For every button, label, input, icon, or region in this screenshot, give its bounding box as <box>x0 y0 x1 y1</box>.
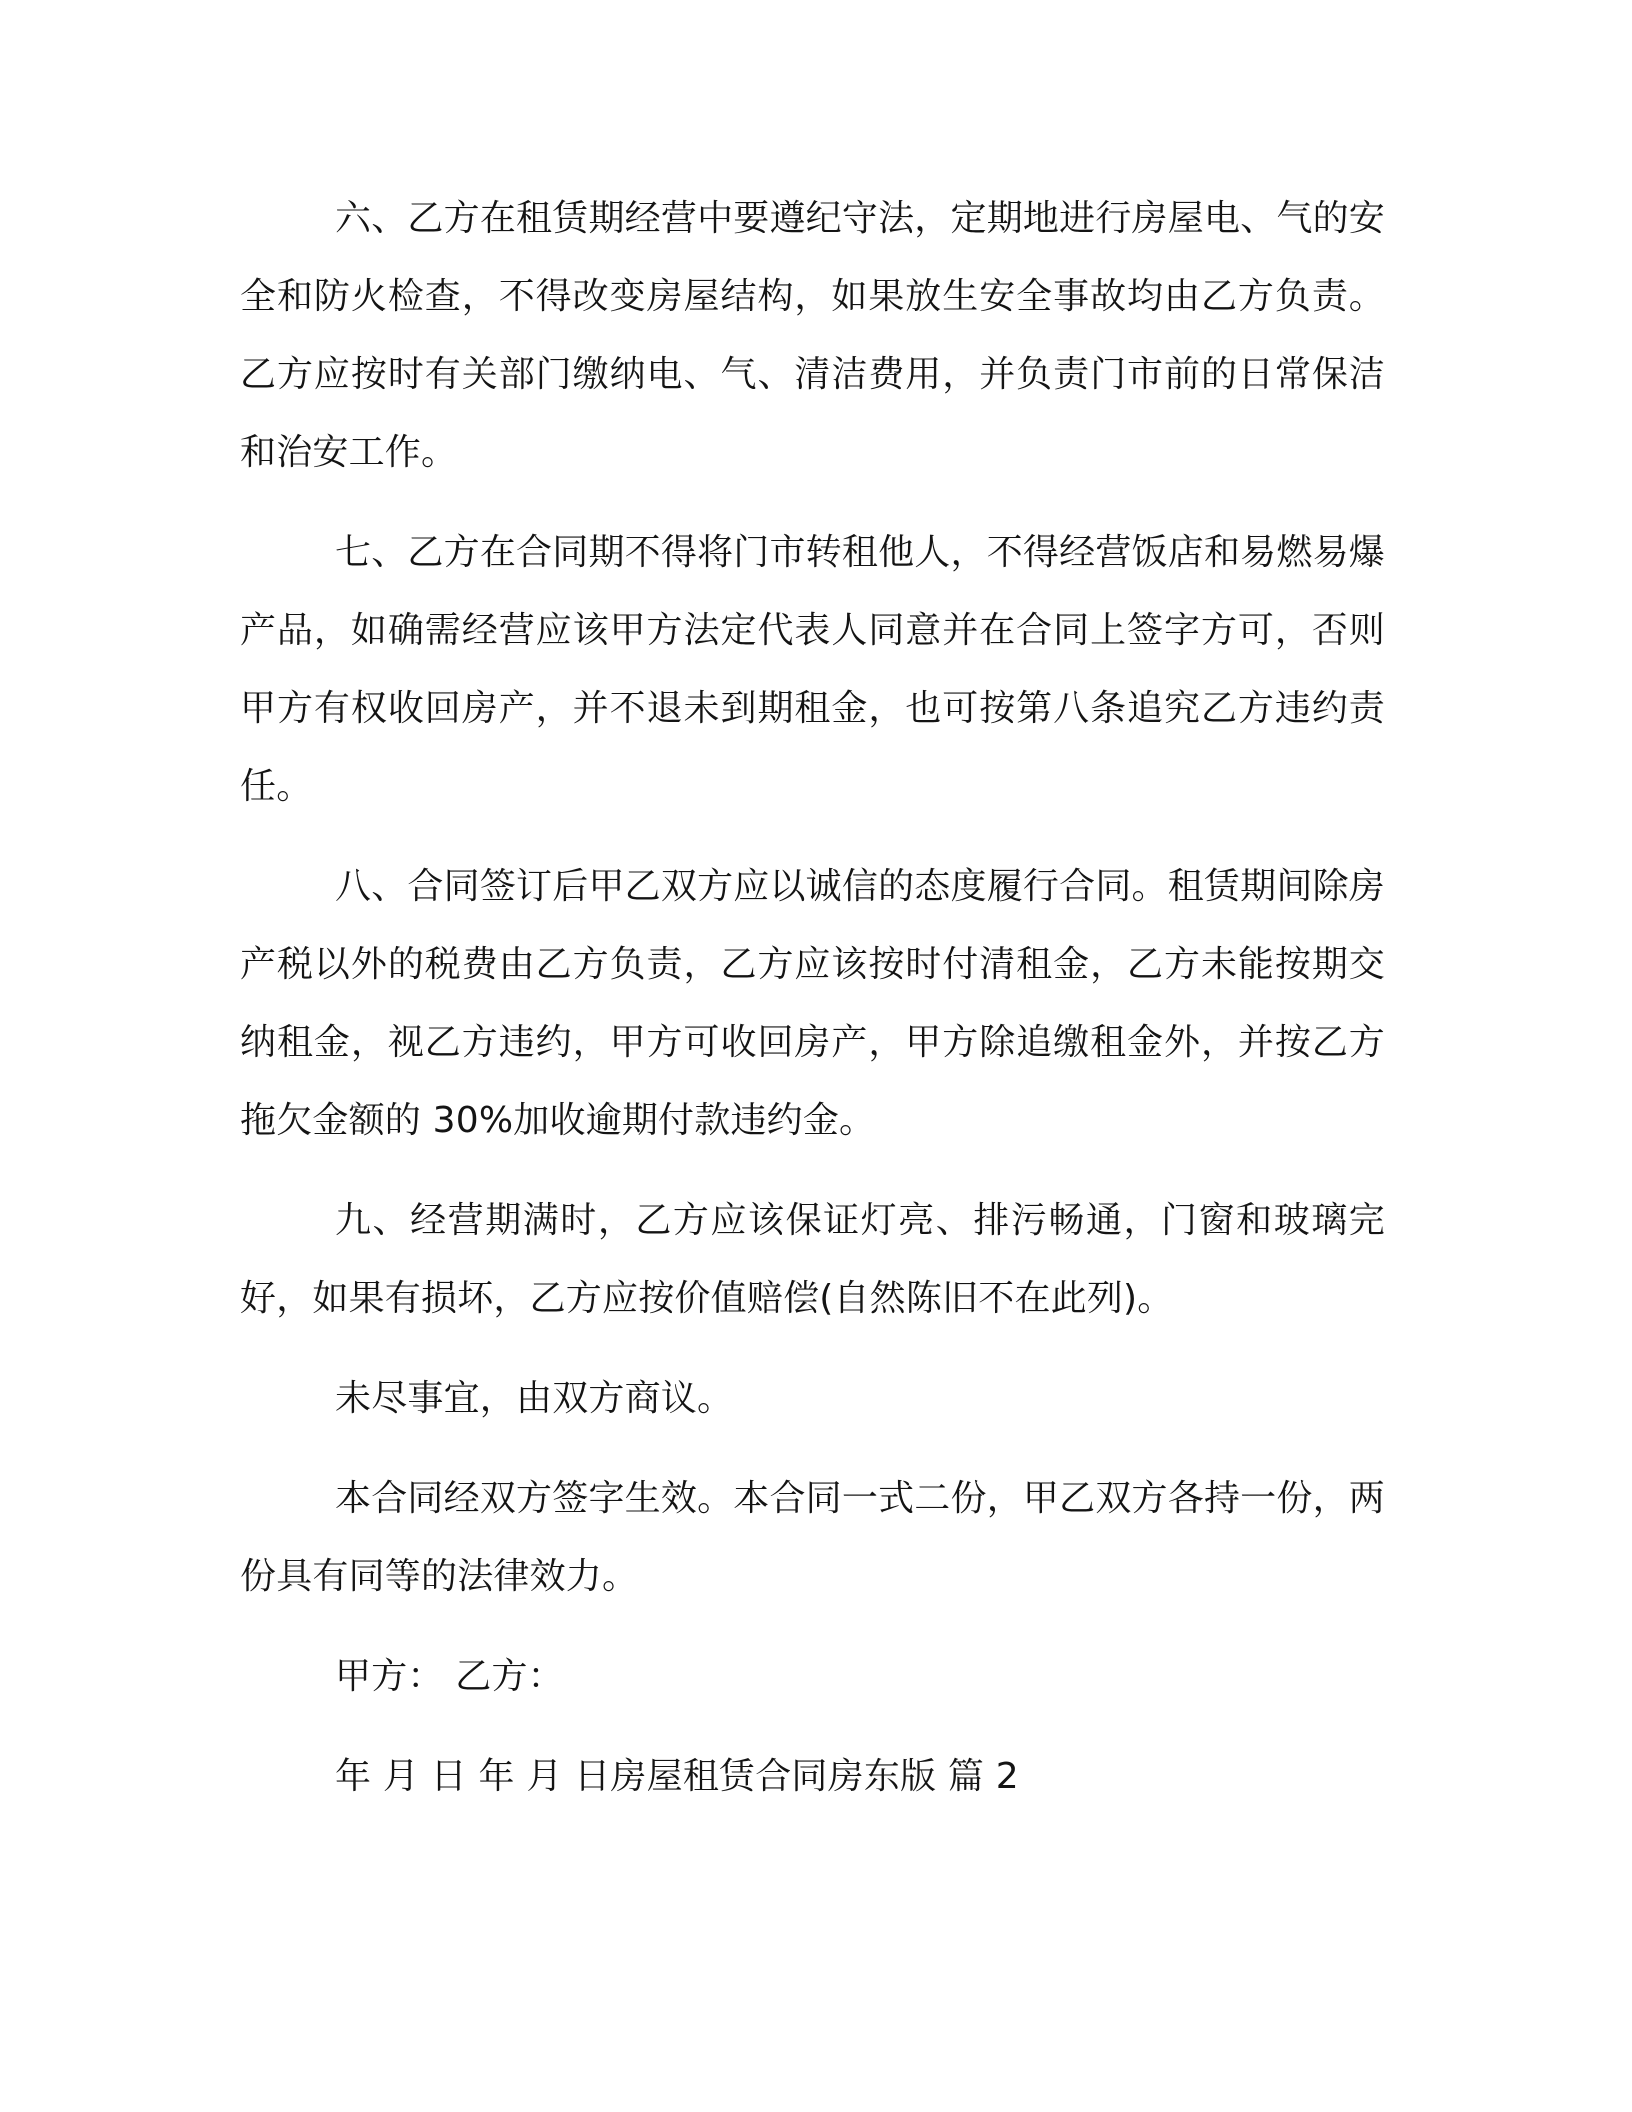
document-body <box>240 180 1385 1838</box>
remaining-matters: 未尽事宜，由双方商议。 <box>335 1378 734 1419</box>
effectiveness-clause: 本合同经双方签字生效。本合同一式二份，甲乙双方各持一份，两份具有同等的法律效力。 <box>240 1478 1385 1597</box>
signature-dates: 年 月 日 年 月 日房屋租赁合同房东版 篇 2 <box>335 1756 1019 1797</box>
clause-seven: 七、乙方在合同期不得将门市转租他人，不得经营饭店和易燃易爆产品，如确需经营应该甲方法定代表人同意并在合同上签字方可，否则甲方有权收回房产，并不退未到期租金，也可按第八条追究乙方违约责任。 <box>240 532 1385 807</box>
clause-nine: 九、经营期满时，乙方应该保证灯亮、排污畅通，门窗和玻璃完好，如果有损坏，乙方应按价值赔偿(自然陈旧不在此列)。 <box>240 1200 1385 1319</box>
signature-parties: 甲方： 乙方： <box>335 1656 564 1697</box>
clause-eight: 八、合同签订后甲乙双方应以诚信的态度履行合同。租赁期间除房产税以外的税费由乙方负责，乙方应该按时付清租金，乙方未能按期交纳租金，视乙方违约，甲方可收回房产，甲方除追缴租金外，并按乙方拖欠金额的 30%加收逾期付款违约金。 <box>240 866 1385 1141</box>
clause-six: 六、乙方在租赁期经营中要遵纪守法，定期地进行房屋电、气的安全和防火检查，不得改变房屋结构，如果放生安全事故均由乙方负责。乙方应按时有关部门缴纳电、气、清洁费用，并负责门市前的日常保洁和治安工作。 <box>240 198 1385 473</box>
